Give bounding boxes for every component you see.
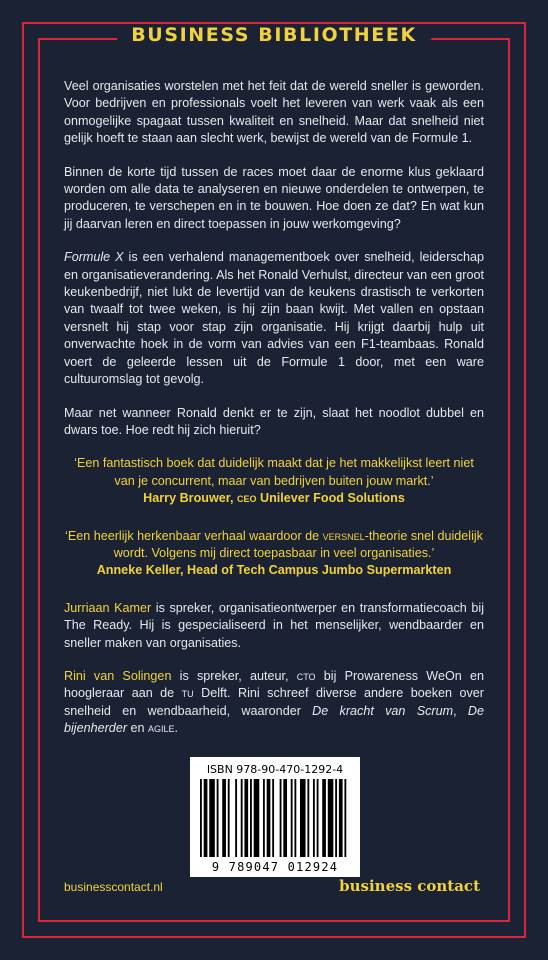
author-bio-smallcaps: cto — [296, 668, 316, 683]
isbn-barcode — [190, 757, 360, 877]
back-cover-text — [64, 78, 484, 754]
endorsement-author-title: ceo — [236, 491, 257, 506]
book-reference: De bijenherder — [64, 703, 484, 736]
endorsement-author-org: Unilever Food Solutions — [256, 491, 405, 506]
blurb-paragraph-1: Veel organisaties worstelen met het feit dat de wereld sneller is geworden. Voor bedrijven en professionals voelt het leveren van werk vaak als een onmogelijke spagaat tussen kwaliteit en snelheid. Maar dat snelheid niet gelijk hoeft te staan aan slecht werk, bewijst de wereld van de Formule 1. — [64, 79, 484, 146]
endorsement-quote-part: ‘Een heerlijk herkenbaar verhaal waardoor de — [65, 528, 323, 543]
author-name: Rini van Solingen — [64, 668, 172, 683]
endorsement-quote-smallcaps: versnel — [322, 528, 365, 543]
barcode-bars — [200, 779, 350, 857]
endorsement-author: Anneke Keller, Head of Tech Campus Jumbo Supermarkten — [96, 563, 452, 578]
endorsement-author-name: Harry Brouwer, — [143, 491, 237, 506]
blurb-paragraph-3-text: is een verhalend managementboek over snelheid, leiderschap en organisatieverandering. Als het Ronald Verhulst, directeur van een groot keukenbedrijf, niet lukt de levertijd van de keukens drastisch te verkorten van twaalf tot twee weken, is hij zijn baan kwijt. Met vallen en opstaan versnelt hij stap voor stap zijn organisatie. Hij krijgt daarbij hulp uit onverwachte hoek in de vorm van advies van een F1-teambaas. Ronald voert de geleerde lessen uit de Formule 1 door, met een ware cultuuromslag tot gevolg. — [64, 250, 484, 387]
blurb-paragraph-4: Maar net wanneer Ronald denkt er te zijn, slaat het noodlot dubbel en dwars toe. Hoe redt hij zich hieruit? — [64, 405, 484, 437]
endorsement-quote-part: -theorie snel duidelijk wordt. Volgens mij direct toepasbaar in veel organisaties.’ — [113, 528, 483, 560]
endorsement-1 — [64, 455, 484, 507]
publisher-website[interactable]: businesscontact.nl — [64, 880, 163, 894]
author-bio-text: , — [453, 703, 468, 718]
blurb-paragraph-2: Binnen de korte tijd tussen de races moet daar de enorme klus geklaard worden om alle data te analyseren en nieuwe onderdelen te ontwerpen, te produceren, te verschepen en in te bouwen. Hoe doen ze dat? En wat kun jij daarvan leren en direct toepassen in jouw werkomgeving? — [64, 164, 484, 231]
endorsement-2 — [64, 528, 484, 580]
barcode-number: 9 789047 012924 — [211, 860, 339, 874]
endorsement-quote: ‘Een fantastisch boek dat duidelijk maakt dat je het makkelijkst leert niet van je concurrent, maar van bedrijven buiten jouw markt.’ — [74, 456, 474, 488]
author-bio-text: en — [127, 721, 149, 736]
blurb-paragraph-3 — [64, 249, 484, 388]
author-bio-text: bij Prowareness WeOn en hoogleraar aan de — [64, 668, 484, 701]
author-bio-2 — [64, 668, 484, 738]
series-label: BUSINESS BIBLIOTHEEK — [117, 24, 431, 46]
endorsement-author — [64, 490, 484, 507]
endorsement-quote — [64, 528, 484, 563]
isbn-label: ISBN 978-90-470-1292-4 — [206, 763, 344, 776]
author-name: Jurriaan Kamer — [64, 600, 152, 615]
author-bio-text: is spreker, organisatieontwerper en transformatiecoach bij The Ready. Hij is gespecialiseerd in het menselijker, wendbaarder en sneller maken van organisaties. — [64, 600, 485, 650]
author-bio-text: is spreker, auteur, — [171, 668, 297, 683]
book-reference: De kracht van Scrum — [312, 703, 454, 718]
author-bio-smallcaps: tu — [181, 686, 194, 701]
author-bio-text: Delft. Rini schreef diverse andere boeken over snelheid en wendbaarheid, waaronder — [64, 686, 484, 718]
book-title: Formule X — [64, 250, 124, 265]
book-reference: agile — [148, 721, 175, 736]
author-bio-text: . — [174, 721, 179, 736]
publisher-logo: business contact — [339, 877, 480, 895]
author-bio-1 — [64, 600, 484, 652]
